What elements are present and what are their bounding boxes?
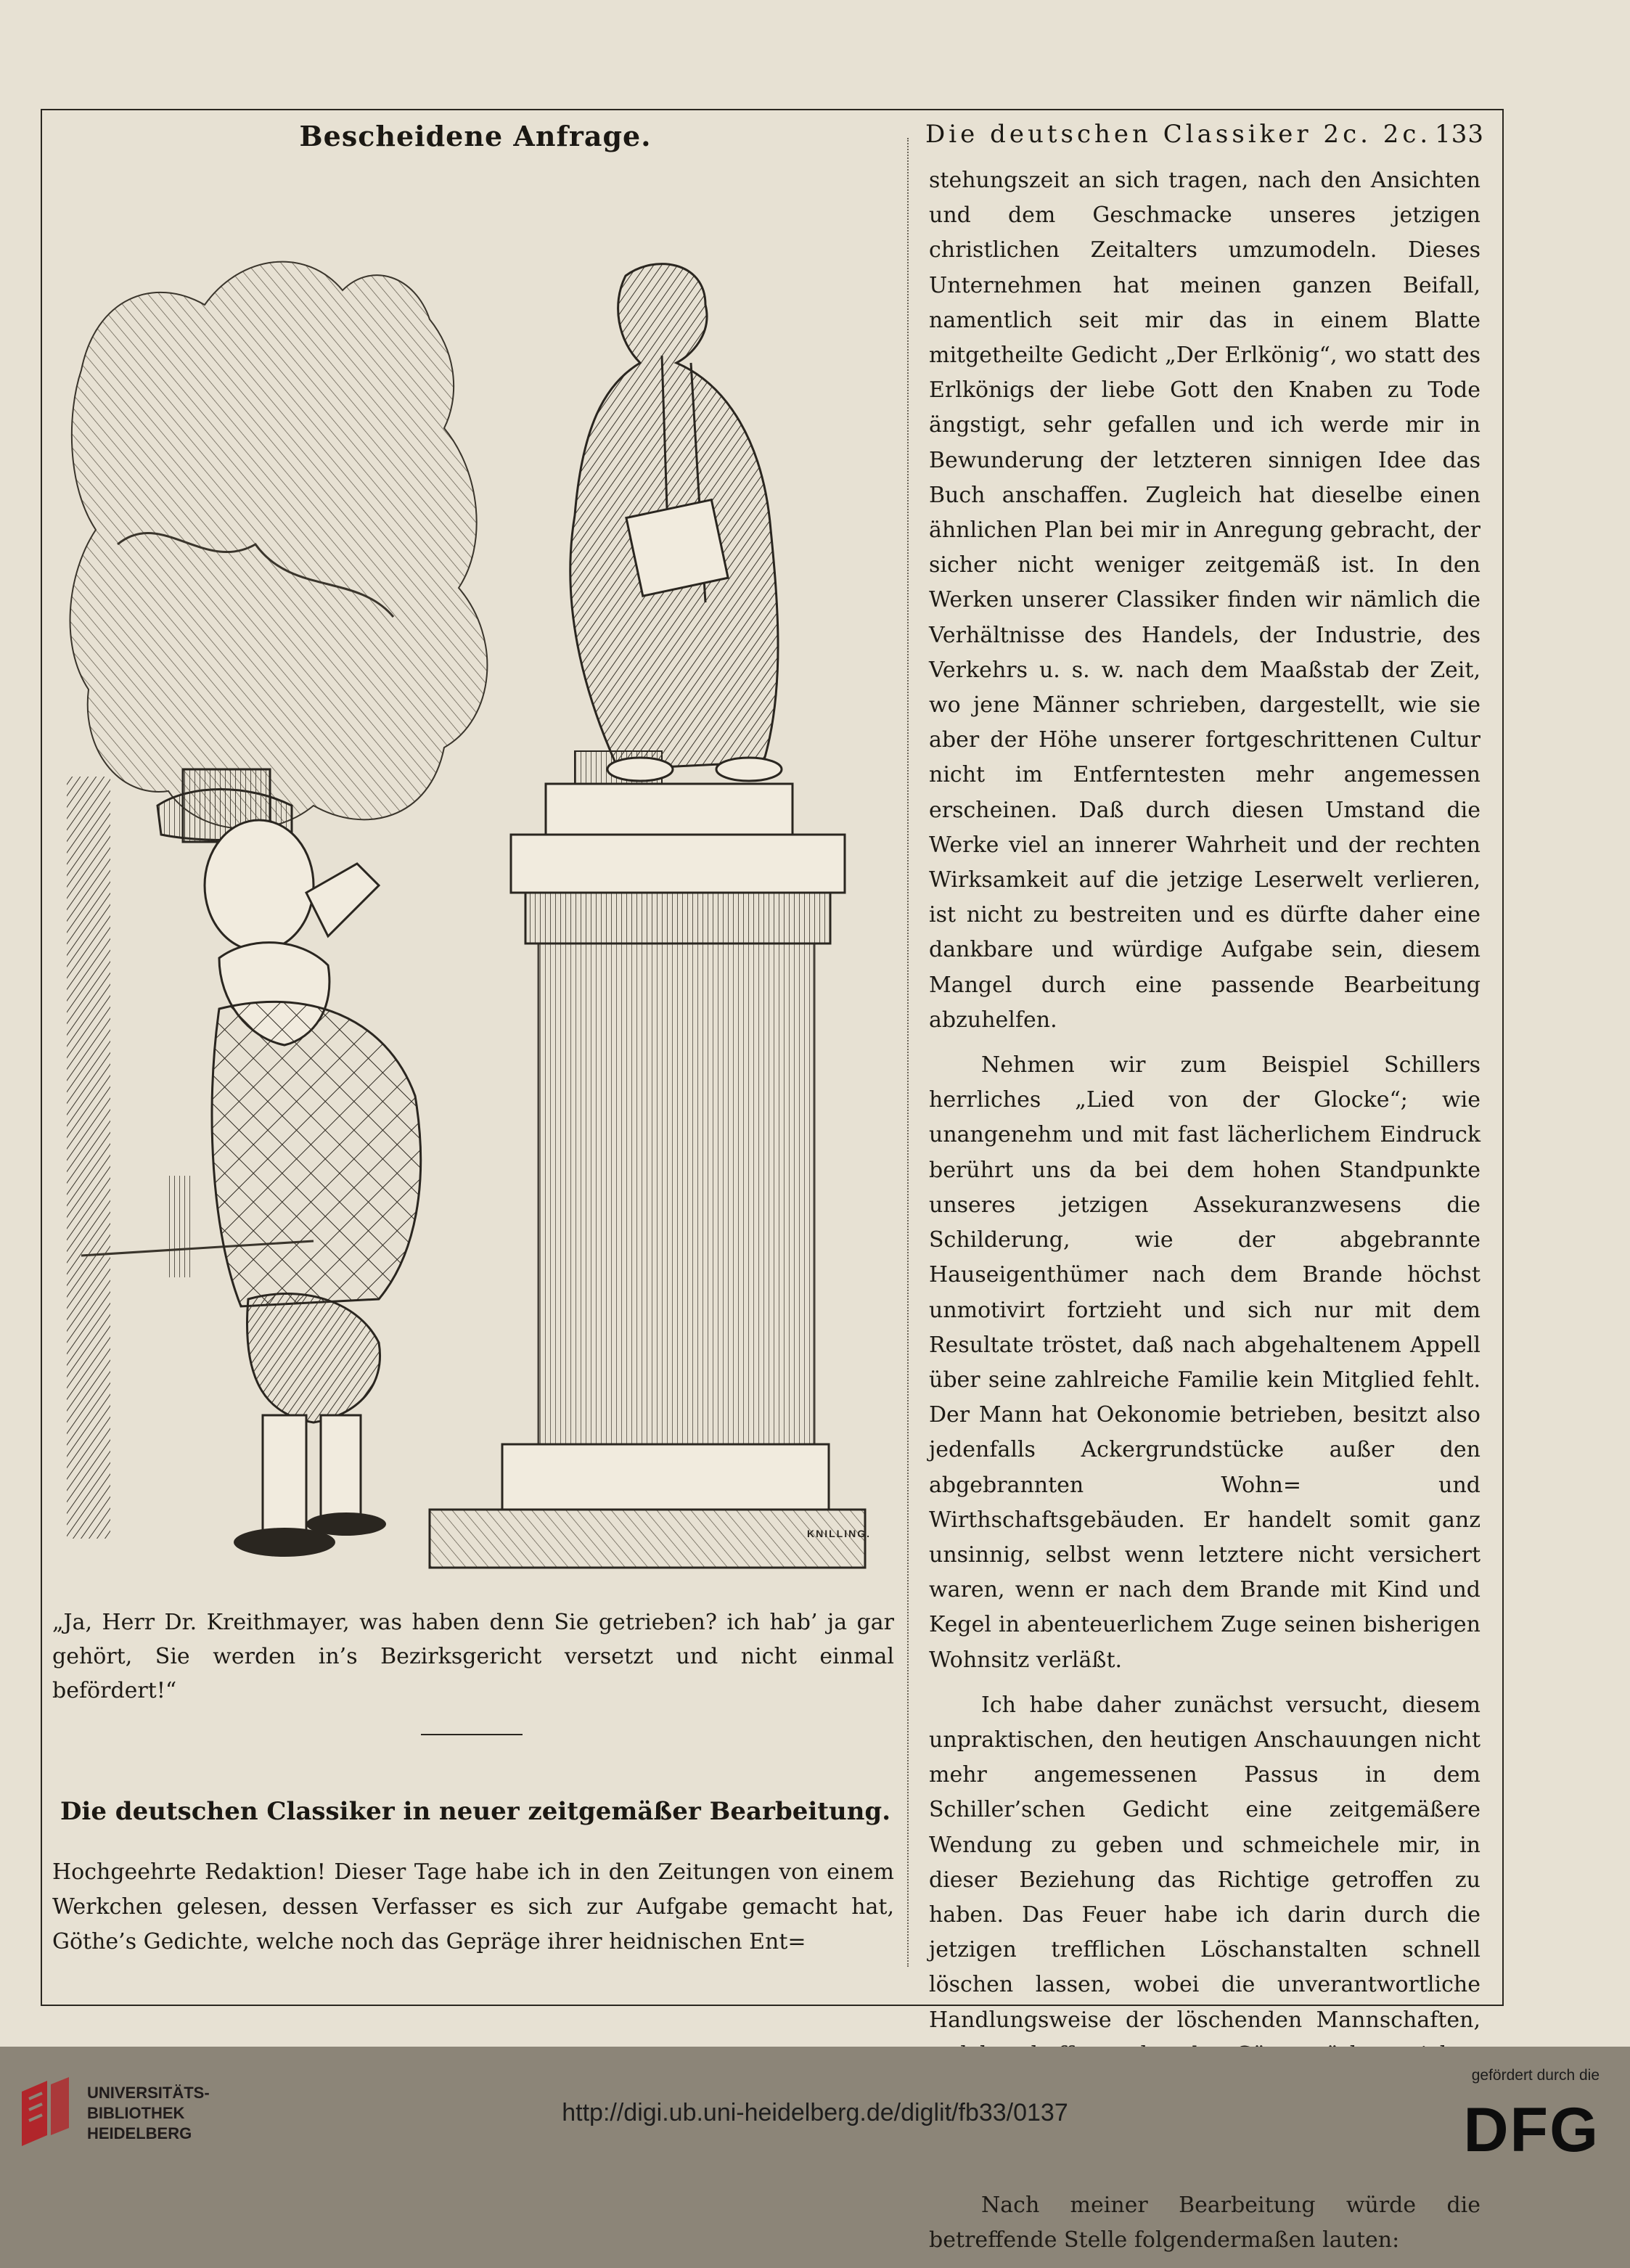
tree-trunk xyxy=(67,777,110,1539)
gentleman-figure xyxy=(157,769,421,1557)
paragraph-attempt: Ich habe daher zunächst versucht, diesem unpraktischen, den heutigen Anschauungen nicht mehr angemessenen Passus in dem Schiller’schen Gedicht eine zeitgemäßere Wendung zu geben und schmeichele mir, in dieser Beziehung das Richtige getroffen zu haben. Das Feuer habe ich darin durch die jetzigen trefflichen Löschanstalten schnell löschen lassen, wobei die unverantwortliche Handlungsweise der löschenden Mannschaften, xyxy=(929,1692,1480,2033)
header-left-title: Bescheidene Anfrage. xyxy=(299,120,652,152)
statue-figure xyxy=(570,264,782,784)
right-column xyxy=(929,163,1480,2268)
pedestal xyxy=(430,784,865,1568)
article-title: Die deutschen Classiker in neuer zeitgemäßer Bearbeitung. xyxy=(60,1797,891,1826)
header-right-title: Die deutschen Classiker 2c. 2c. xyxy=(925,120,1432,149)
paragraph-continuation: stehungszeit an sich tragen, nach den Ansichten und dem Geschmacke unseres jetzigen christlichen Zeitalters umzumodeln. Dieses Unternehmen hat meinen ganzen Beifall, namentlich seit mir das in einem Blatte mitgetheilte Gedicht „Der Erlkönig“, wo statt des Erlkönigs der liebe Gott den Knaben zu Tode ängstigt, sehr gefallen und ich werde mir in Bewunderung der letzteren sinnigen Idee das Buch anschaffen. Zugleich hat dieselbe einen ähnlichen Plan bei mir in Anregung gebracht, der sicher nicht weniger zeitgemäß ist. In den Werken unserer Classiker finden wir nämlich die Verhältnisse des Handels, der Industrie, des Verkehrs u. s. w. nach dem Maaßstab der Zeit, wo jene Männer schrieben, dargestellt, wie sie aber der Höhe unserer fortgeschrittenen Cultur nicht im Entferntesten mehr angemessen erscheinen. Daß durch diesen Umstand die Werke viel an innerer Wahrheit und der rechten Wirksamkeit auf die jetzige Leserwelt verlieren, ist nicht zu bestreiten und es dürfte daher eine dankbare und würdige Aufgabe sein, diesem Mangel durch eine passende Bearbeitung abzuhelfen. xyxy=(929,168,1480,1033)
paragraph-schiller: Nehmen wir zum Beispiel Schillers herrliches „Lied von der Glocke“; wie unangenehm und mit fast lächerlichem Eindruck berührt uns da bei dem hohen Standpunkte unseres jetzigen Assekuranzwesens die Schilderung, wie der abgebrannte Hauseigenthümer nach dem Brande höchst unmotivirt fortzieht und sich nur mit dem Resultate tröstet, daß nach abgehaltenem Appell über seine zahlreiche Familie kein Mitglied fehlt. Der Mann hat Oekonomie betrieben, besitzt also jedenfalls Ackergrundstücke außer den abgebrannten Wohn= und Wirthschaftsgebäuden. Er handelt somit ganz unsinnig, selbst wenn letztere nicht versichert waren, wenn er nach dem Brande mit Kind und Kegel in abenteuerlichem Zuge seinen bisherigen Wohnsitz verläßt. xyxy=(929,1052,1480,1673)
illustration-caption: „Ja, Herr Dr. Kreithmayer, was haben denn Sie getrieben? ich hab’ ja gar gehört, Sie werden in’s Bezirksgericht versetzt und nicht einmal befördert!“ xyxy=(52,1610,894,1703)
library-name: UNIVERSITÄTS- BIBLIOTHEK HEIDELBERG xyxy=(87,2084,210,2142)
column-divider xyxy=(907,138,909,1967)
tree-foliage xyxy=(70,262,488,829)
dfg-logo: DFG xyxy=(1463,2095,1600,2165)
distant-post xyxy=(168,1176,190,1277)
viewer-footer xyxy=(0,2047,1630,2178)
article-opening: Hochgeehrte Redaktion! Dieser Tage habe ich in den Zeitungen von einem Werkchen gelesen, dessen Verfasser es sich zur Aufgabe gemacht hat, Göthe’s Gedichte, welche noch das Gepräge ihrer heidnischen Ent= xyxy=(52,1859,894,1954)
sponsor-label: gefördert durch die xyxy=(1471,2067,1600,2084)
header-right xyxy=(925,120,1484,149)
permalink-url[interactable]: http://digi.ub.uni-heidelberg.de/diglit/fb33/0137 xyxy=(562,2099,1068,2126)
paragraph-revision: Nach meiner Bearbeitung würde die betreffende Stelle folgendermaßen lauten: xyxy=(929,2192,1480,2253)
section-divider xyxy=(421,1734,523,1735)
page-number: 133 xyxy=(1435,120,1484,149)
engraving-illustration xyxy=(52,167,894,1582)
artist-signature: KNILLING. xyxy=(807,1528,871,1539)
